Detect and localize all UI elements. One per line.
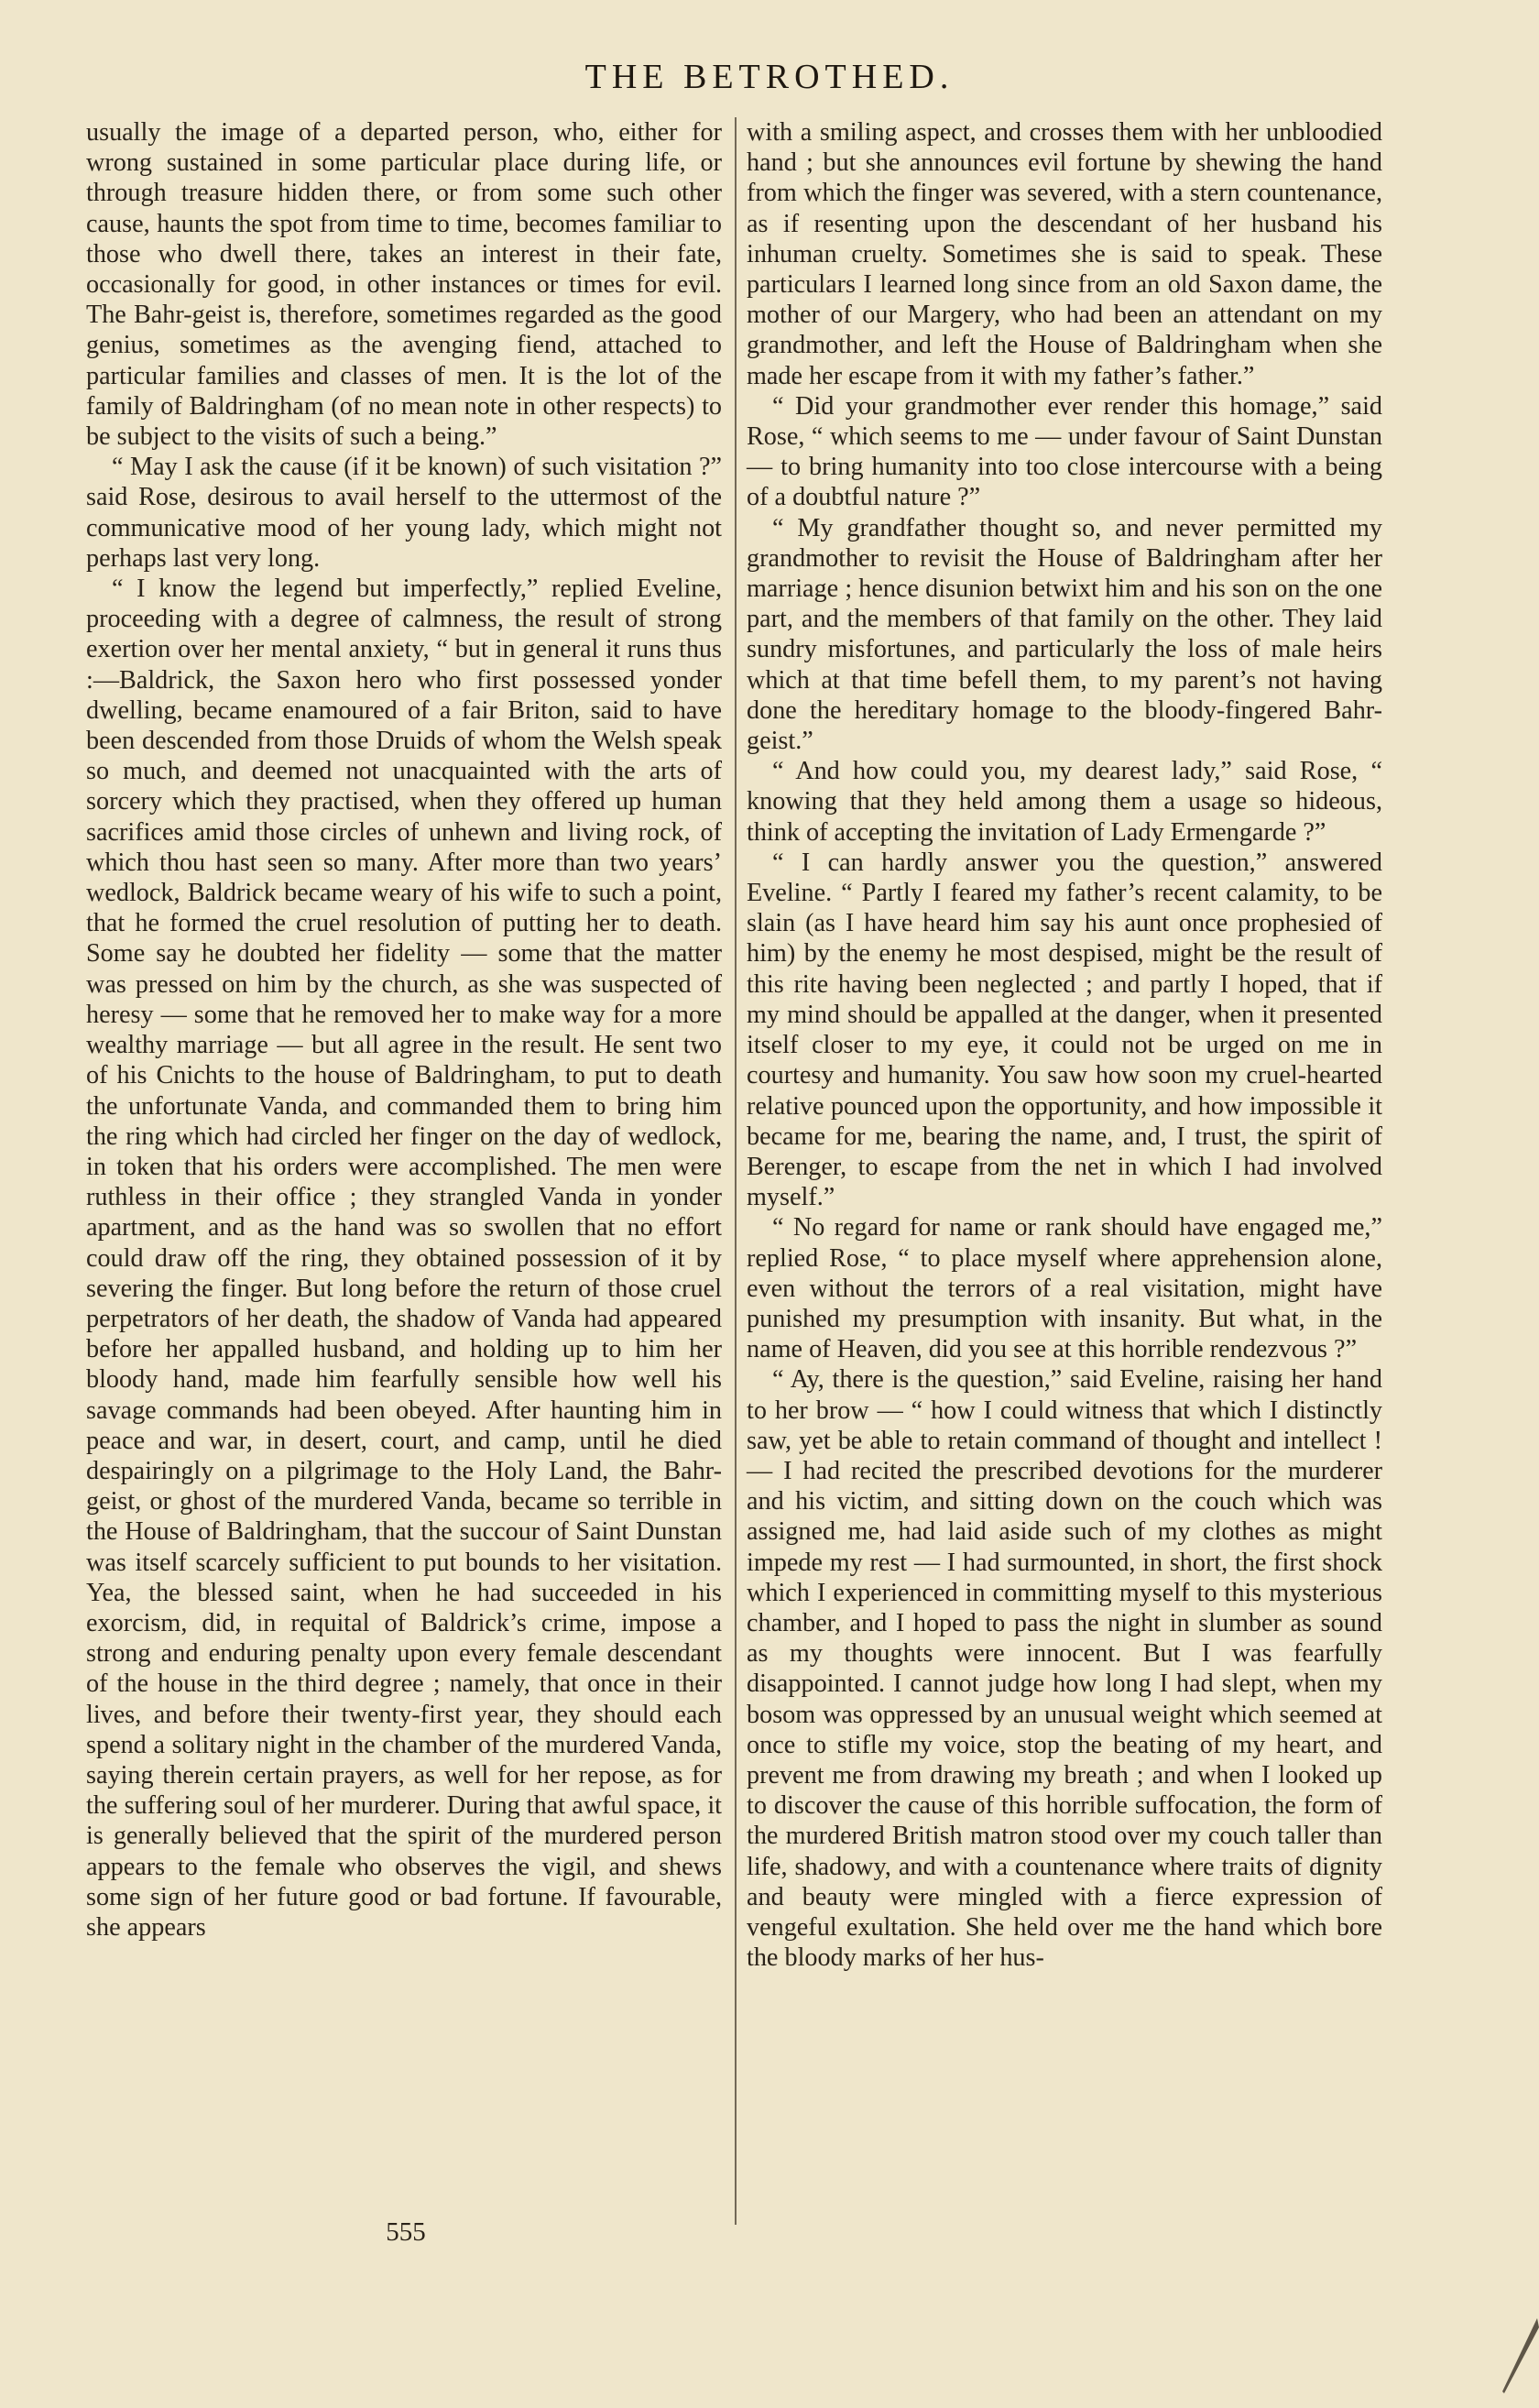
paragraph: “ And how could you, my dearest lady,” said Rose, “ knowing that they held among them a usage so hideous, think of accepting the invitation of Lady Ermengarde ?” [747, 757, 1382, 847]
right-column [747, 117, 1382, 1973]
corner-pen-mark [1484, 2291, 1539, 2408]
left-column [86, 117, 722, 1943]
paragraph: with a smiling aspect, and crosses them with her unbloodied hand ; but she announces evil fortune by shewing the hand from which the finger was severed, with a stern countenance, as if resenting upon the descendant of her husband his inhuman cruelty. Sometimes she is said to speak. These particulars I learned long since from an old Saxon dame, the mother of our Margery, who had been an attendant on my grandmother, and left the House of Baldringham when she made her escape from it with my father’s father.” [747, 118, 1382, 390]
paragraph: “ I know the legend but imperfectly,” replied Eveline, proceeding with a degree of calmness, the result of strong exertion over her mental anxiety, “ but in general it runs thus :—Baldrick, the Saxon hero who first possessed yonder dwelling, became enamoured of a fair Briton, said to have been descended from those Druids of whom the Welsh speak so much, and deemed not unacquainted with the arts of sorcery which they practised, when they offered up human sacrifices amid those circles of unhewn and living rock, of which thou hast seen so many. After more than two years’ wedlock, Baldrick became weary of his wife to such a point, that he formed the cruel resolution of putting her to death. Some say he doubted her fidelity — some that the matter was pressed on him by the church, as she was suspected of heresy — some that he removed her to make way for a more wealthy marriage — but all agree in the result. He sent two of his Cnichts to the house of Baldringham, to put to death the unfortunate Vanda, and commanded them to bring him the ring which had circled her finger on the day of wedlock, in token that his orders were accomplished. The men were ruthless in their office ; they strangled Vanda in yonder apartment, and as the hand was so swollen that no effort could draw off the ring, they obtained possession of it by severing the finger. But long before the return of those cruel perpetrators of her death, the shadow of Vanda had appeared before her appalled husband, and holding up to him her bloody hand, made him fearfully sensible how well his savage commands had been obeyed. After haunting him in peace and war, in desert, court, and camp, until he died despairingly on a pilgrimage to the Holy Land, the Bahr-geist, or ghost of the murdered Vanda, became so terrible in the House of Baldringham, that the succour of Saint Dunstan was itself scarcely sufficient to put bounds to her visitation. Yea, the blessed saint, when he had succeeded in his exorcism, did, in requital of Baldrick’s crime, impose a strong and enduring penalty upon every female descendant of the house in the third degree ; namely, that once in their lives, and before their twenty-first year, they should each spend a solitary night in the chamber of the murdered Vanda, saying therein certain prayers, as well for her repose, as for the suffering soul of her murderer. During that awful space, it is generally believed that the spirit of the murdered person appears to the female who observes the vigil, and shews some sign of her future good or bad fortune. If favourable, she appears [86, 575, 722, 1942]
paragraph: usually the image of a departed person, who, either for wrong sustained in some particular place during life, or through treasure hidden there, or from some such other cause, haunts the spot from time to time, becomes familiar to those who dwell there, takes an interest in their fate, occasionally for good, in other instances or times for evil. The Bahr-geist is, therefore, sometimes regarded as the good genius, sometimes as the avenging fiend, attached to particular families and classes of men. It is the lot of the family of Baldringham (of no mean note in other respects) to be subject to the visits of such a being.” [86, 118, 722, 452]
page-number: 555 [386, 2217, 426, 2247]
column-divider [735, 117, 737, 2225]
paragraph: “ May I ask the cause (if it be known) of such visitation ?” said Rose, desirous to avail herself to the uttermost of the communicative mood of her young lady, which might not perhaps last very long. [86, 453, 722, 573]
paragraph: “ I can hardly answer you the question,” answered Eveline. “ Partly I feared my father’s recent calamity, to be slain (as I have heard him say his aunt once prophesied of him) by the enemy he most despised, might be the result of this rite having been neglected ; and partly I hoped, that if my mind should be appalled at the danger, when it presented itself closer to my eye, it could not be urged on me in courtesy and humanity. You saw how soon my cruel-hearted relative pounced upon the opportunity, and how impossible it became for me, bearing the name, and, I trust, the spirit of Berenger, to escape from the net in which I had involved myself.” [747, 848, 1382, 1212]
paragraph: “ No regard for name or rank should have engaged me,” replied Rose, “ to place myself where apprehension alone, even without the terrors of a real visitation, might have punished my presumption with insanity. But what, in the name of Heaven, did you see at this horrible rendezvous ?” [747, 1213, 1382, 1364]
paragraph: “ Ay, there is the question,” said Eveline, raising her hand to her brow — “ how I could witness that which I distinctly saw, yet be able to retain command of thought and intellect ! — I had recited the prescribed devotions for the murderer and his victim, and sitting down on the couch which was assigned me, had laid aside such of my clothes as might impede my rest — I had surmounted, in short, the first shock which I experienced in committing myself to this mysterious chamber, and I hoped to pass the night in slumber as sound as my thoughts were innocent. But I was fearfully disappointed. I cannot judge how long I had slept, when my bosom was oppressed by an unusual weight which seemed at once to stifle my voice, stop the beating of my heart, and prevent me from drawing my breath ; and when I looked up to discover the cause of this horrible suffocation, the form of the murdered British matron stood over my couch taller than life, shadowy, and with a countenance where traits of dignity and beauty were mingled with a fierce expression of vengeful exultation. She held over me the hand which bore the bloody marks of her hus- [747, 1365, 1382, 1973]
paragraph: “ Did your grandmother ever render this homage,” said Rose, “ which seems to me — under favour of Saint Dunstan — to bring humanity into too close intercourse with a being of a doubtful nature ?” [747, 391, 1382, 512]
paragraph: “ My grandfather thought so, and never permitted my grandmother to revisit the House of Baldringham after her marriage ; hence disunion betwixt him and his son on the one part, and the members of that family on the other. They laid sundry misfortunes, and particularly the loss of male heirs which at that time befell them, to my parent’s not having done the hereditary homage to the bloody-fingered Bahr-geist.” [747, 513, 1382, 756]
running-title: THE BETROTHED. [584, 58, 955, 96]
